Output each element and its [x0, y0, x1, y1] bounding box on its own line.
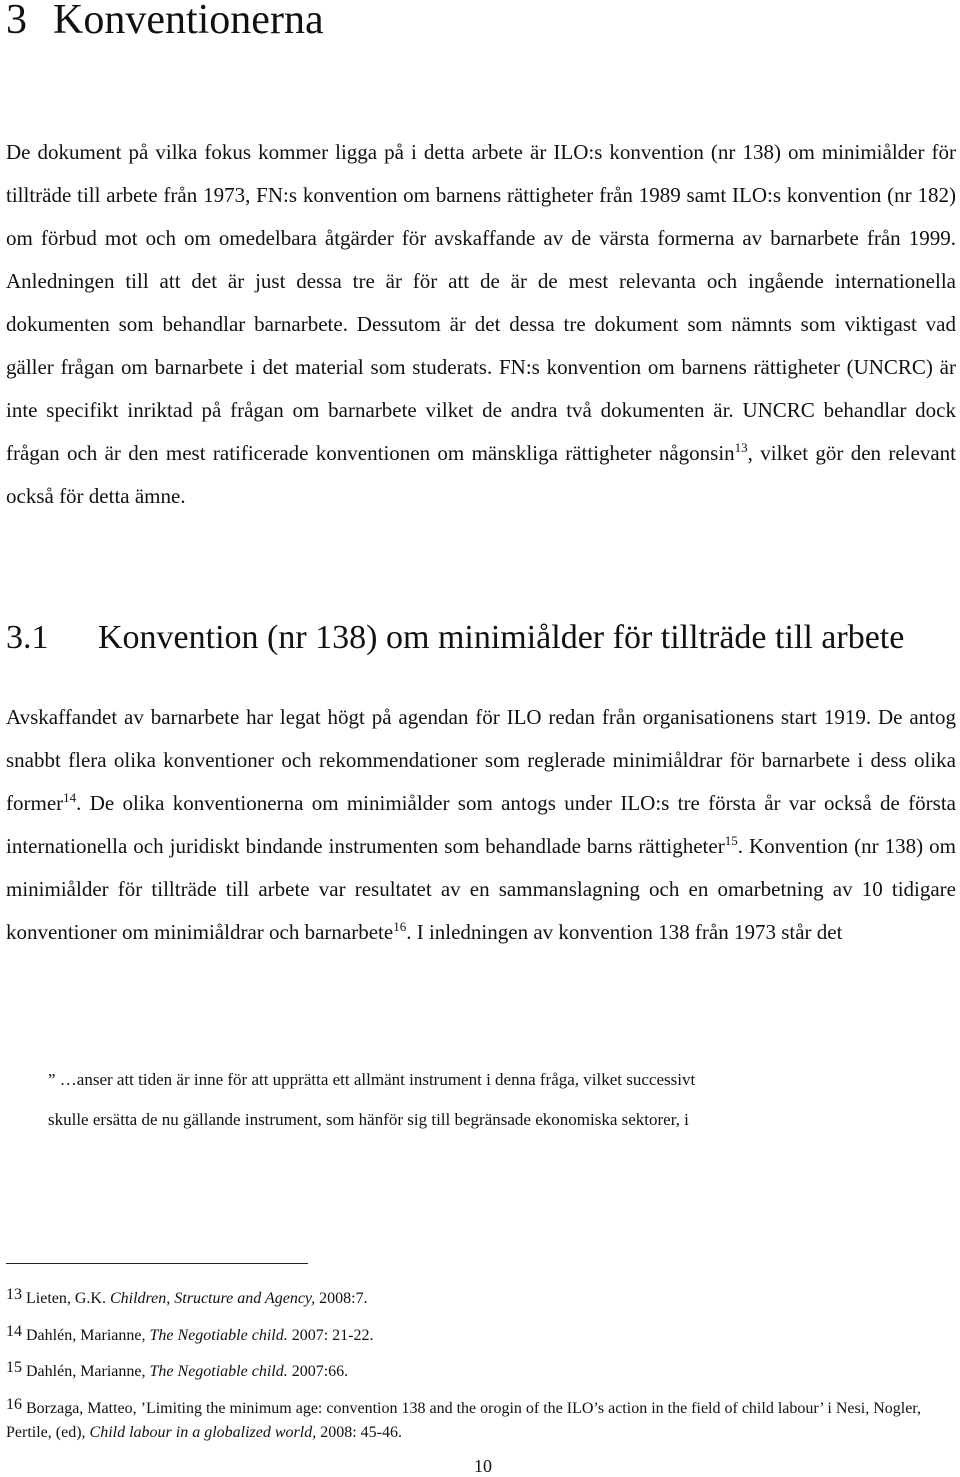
footnote-separator: [6, 1263, 308, 1264]
footnote-14: [6, 1320, 946, 1348]
footnote-title: Child labour in a globalized world,: [89, 1424, 317, 1441]
intro-paragraph: [6, 131, 956, 518]
footnote-ref-16[interactable]: 16: [393, 919, 407, 934]
footnote-ref-15[interactable]: 15: [724, 833, 738, 848]
section-text-4: . I inledningen av konvention 138 från 1973 står det: [406, 920, 843, 944]
footnote-13: [6, 1283, 946, 1311]
block-quote: [48, 1060, 898, 1140]
footnote-number: 16: [6, 1396, 22, 1413]
footnote-title: The Negotiable child.: [149, 1327, 288, 1344]
footnote-text: Dahlén, Marianne,: [26, 1327, 150, 1344]
footnote-text: 2008: 45-46.: [316, 1424, 402, 1441]
quote-line-2: skulle ersätta de nu gällande instrument, som hänför sig till begränsade ekonomiska sektorer, i: [48, 1110, 689, 1129]
section-number: 3.1: [6, 619, 49, 656]
footnote-number: 14: [6, 1323, 22, 1340]
footnote-ref-13[interactable]: 13: [734, 440, 748, 455]
section-heading: [6, 616, 956, 660]
chapter-heading: [6, 0, 324, 44]
chapter-number: 3: [6, 0, 27, 43]
section-text-2: . De olika konventionerna om minimiålder som antogs under ILO:s tre första år var också de första internationella och juridiskt bindande instrumenten som behandlade barns rättigheter: [6, 791, 956, 858]
intro-text-1: De dokument på vilka fokus kommer ligga på i detta arbete är ILO:s konvention (nr 138) om minimiålder för tillträde till arbete från 1973, FN:s konvention om barnens rättigheter från 1989 samt ILO:s konvention (nr 182) om förbud mot och om omedelbara åtgärder för avskaffande av de värsta formerna av barnarbete från 1999. Anledningen till att det är just dessa tre är för att de är de mest relevanta och ingående internationella dokumenten som behandlar barnarbete. Dessutom är det dessa tre dokument som nämnts som viktigast vad gäller frågan om barnarbete i det material som studerats. FN:s konvention om barnens rättigheter (UNCRC) är inte specifikt inriktad på frågan om barnarbete vilket de andra två dokumenten är. UNCRC behandlar dock frågan och är den mest ratificerade konventionen om mänskliga rättigheter någonsin: [6, 140, 956, 465]
footnote-text: Dahlén, Marianne,: [26, 1363, 150, 1380]
footnote-number: 15: [6, 1359, 22, 1376]
footnote-number: 13: [6, 1286, 22, 1303]
quote-line-1: ” …anser att tiden är inne för att upprätta ett allmänt instrument i denna fråga, vilket successivt: [48, 1070, 696, 1089]
page-number: 10: [474, 1456, 492, 1476]
footnote-15: [6, 1356, 946, 1384]
section-paragraph: [6, 696, 956, 954]
footnote-ref-14[interactable]: 14: [63, 790, 77, 805]
intro-text-2: , vilket gör den relevant också för detta ämne.: [6, 441, 956, 508]
section-text-1: Avskaffandet av barnarbete har legat högt på agendan för ILO redan från organisationens start 1919. De antog snabbt flera olika konventioner och rekommendationer som reglerade minimiåldrar för barnarbete i dess olika former: [6, 705, 956, 815]
section-text-3: . Konvention (nr 138) om minimiålder för tillträde till arbete var resultatet av en sammanslagning och en omarbetning av 10 tidigare konventioner om minimiåldrar och barnarbete: [6, 834, 956, 944]
section-title: Konvention (nr 138) om minimiålder för tillträde till arbete: [98, 619, 905, 656]
footnote-text: 2007: 21-22.: [287, 1327, 374, 1344]
footnote-text: Lieten, G.K.: [26, 1290, 110, 1307]
footnote-text: Borzaga, Matteo, ’Limiting the minimum age: convention 138 and the orogin of the ILO’s action in the field of child labour’ i Nesi, Nogler, Pertile, (ed),: [6, 1400, 921, 1441]
footnote-text: 2008:7.: [315, 1290, 368, 1307]
footnote-title: The Negotiable child.: [149, 1363, 288, 1380]
footnote-text: 2007:66.: [287, 1363, 349, 1380]
footnote-16: [6, 1393, 946, 1445]
chapter-title: Konventionerna: [53, 0, 324, 43]
footnote-title: Children, Structure and Agency,: [109, 1290, 316, 1307]
